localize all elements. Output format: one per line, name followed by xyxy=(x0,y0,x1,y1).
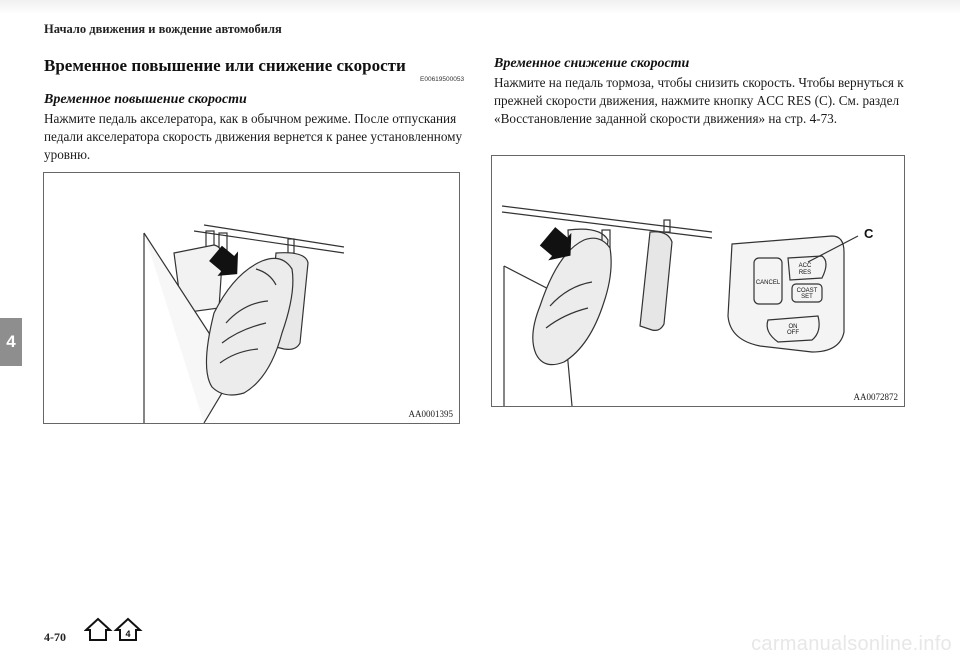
section-code: E00619500053 xyxy=(420,76,465,83)
left-body: Нажмите педаль акселератора, как в обычном режиме. После отпускания педали акселератора скорость движения вернется к ранее установленному уровню. xyxy=(44,111,463,162)
brake-switch-figure xyxy=(491,155,905,407)
accelerator-illustration xyxy=(44,173,459,423)
accelerator-figure xyxy=(43,172,460,424)
nav-icons xyxy=(84,617,168,643)
chapter-tab[interactable]: 4 xyxy=(0,318,22,366)
running-header: Начало движения и вождение автомобиля xyxy=(44,22,282,36)
right-body: Нажмите на педаль тормоза, чтобы снизить скорость. Чтобы вернуться к прежней скорости движения, нажмите кнопку ACC RES (С). См. раздел «Восстановление заданной скорости движения» на стр. 4-73. xyxy=(494,75,904,126)
right-subtitle: Временное снижение скорости xyxy=(494,56,690,71)
off-label: OFF xyxy=(787,330,799,336)
set-label: SET xyxy=(801,294,813,300)
header-band xyxy=(0,0,960,14)
left-figure-code: AA0001395 xyxy=(408,409,453,419)
callout-c: C xyxy=(864,226,874,241)
on-label: ON xyxy=(788,324,798,330)
page-number: 4-70 xyxy=(44,630,66,644)
acc-label: ACC xyxy=(798,263,812,269)
4wd-icon[interactable] xyxy=(116,619,140,640)
home-icon[interactable] xyxy=(86,619,110,640)
svg-text:4: 4 xyxy=(125,629,131,639)
res-label: RES xyxy=(798,270,812,276)
right-figure-code: AA0072872 xyxy=(853,392,898,402)
brake-and-switch-illustration xyxy=(492,156,904,406)
section-title: Временное повышение или снижение скорости xyxy=(44,56,406,75)
cancel-label: CANCEL xyxy=(755,280,781,286)
left-subtitle: Временное повышение скорости xyxy=(44,92,247,107)
watermark: carmanualsonline.info xyxy=(751,633,952,655)
coast-label: COAST xyxy=(796,288,818,294)
